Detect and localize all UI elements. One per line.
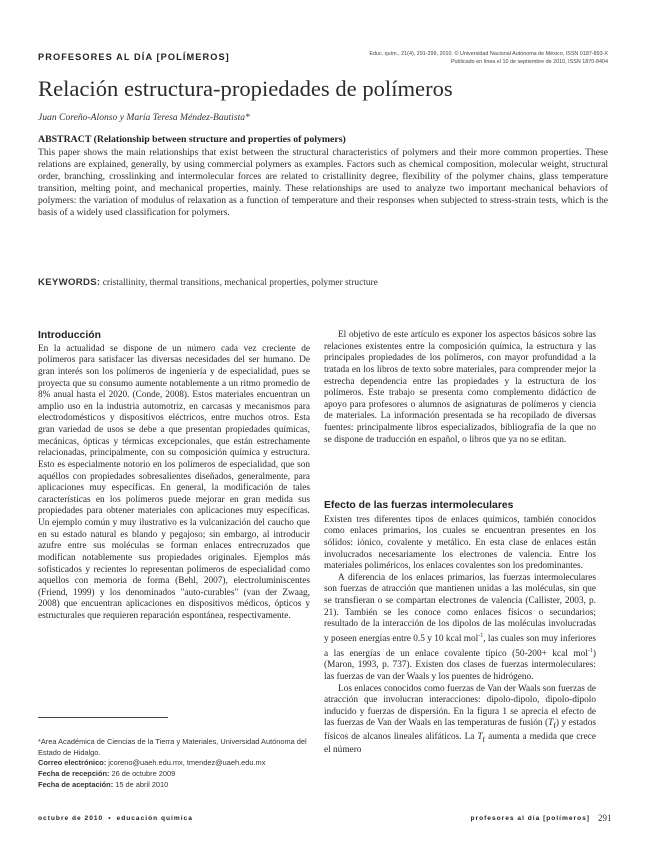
received-label: Fecha de recepción: (38, 769, 110, 779)
fuerzas-p3-c: aumenta a medida que crece el número (324, 731, 596, 756)
journal-citation (300, 50, 608, 67)
footer-journal: educación química (116, 815, 193, 822)
fuerzas-heading: Efecto de las fuerzas intermoleculares (324, 500, 514, 511)
fuerzas-p2-b: , las cuales son muy inferiores a las energías de un enlace covalente típico (50-200+ kcal mol (324, 633, 596, 659)
publication-date: Publicado en línea el 10 de septiembre de 2010, ISSN 1870-8404 (450, 59, 608, 66)
fuerzas-paragraph-1: Existen tres diferentes tipos de enlaces químicos, también conocidos como enlaces primarios, los cuales se encuentran presentes en los sólidos: iónico, covalente y metálico. En esta clase de enlaces están involucrados necesariamente los electrones de valencia. Entre los materiales poliméricos, los enlaces covalentes son los predominantes. (324, 514, 596, 572)
keywords (38, 277, 608, 288)
accepted-label: Fecha de aceptación: (38, 779, 114, 789)
email-label: Correo electrónico: (38, 758, 107, 768)
fuerzas-p3-b: ) y estados físicos de alcanos lineales alifáticos. La (324, 718, 596, 742)
keywords-text: cristallinity, thermal transitions, mechanical properties, polymer structure (100, 278, 378, 288)
fuerzas-section (324, 500, 596, 757)
abstract-heading: ABSTRACT (Relationship between structure and properties of polymers) (38, 134, 346, 145)
introduccion-heading: Introducción (38, 330, 101, 341)
footer-section: profesores al día [polímeros] (470, 815, 590, 822)
exponent-minus-one: -1 (478, 632, 484, 639)
journal-citation-line: Educ. quím., 21(4), 291-299, 2010. © Universidad Nacional Autónoma de México, ISSN 0187-893-X (369, 51, 608, 57)
footer-left (38, 815, 193, 822)
introduccion-paragraph: En la actualidad se dispone de un número cada vez creciente de polímeros para satisfacer las diversas necesidades del ser humano. De gran interés son los polímeros de ingeniería y de especialidad, pues se proyecta que su consumo aumente notablemente a un ritmo promedio de 8% anual hasta el 2020. (Conde, 2008). Estos materiales encuentran un amplio uso en la industria automotriz, en carcasas y mecanismos para electrodomésticos y dispositivos eléctricos, entre muchos otros. Esta gran variedad de usos se debe a que presentan propiedades químicas, mecánicas, ópticas y térmicas excepcionales, que están estrechamente relacionadas, principalmente, con su composición química y estructura. Esto es especialmente notorio en los polímeros de especialidad, que son aquéllos con propiedades sobresalientes diseñados, generalmente, para aplicaciones muy específicas. En general, la modificación de tales características en los polímeros puede mejorar en gran medida sus propiedades para obtener materiales con aplicaciones muy específicas. Un ejemplo común y muy ilustrativo es la vulcanización del caucho que en su estado natural es blando y pegajoso; sin embargo, al introducir azufre entre sus moléculas se forman enlaces entrecruzados que modifican notablemente sus propiedades originales. Ejemplos más sofisticados y recientes lo representan polímeros de especialidad como aquellos con memoria de forma (Behl, 2007), electroluminiscentes (Friend, 1999) y los denominados "auto-curables" (van der Zwaag, 2008) que encuentran aplicaciones en dispositivos médicos, ópticos y estructurales que requieren reparación espontánea, respectivamente. (38, 343, 310, 621)
fuerzas-paragraph-2 (324, 573, 596, 684)
footer-bullet: • (108, 815, 112, 822)
footnote-divider (38, 717, 168, 718)
article-title: Relación estructura-propiedades de polímeros (38, 76, 453, 101)
received-value: 26 de octubre 2009 (109, 769, 176, 779)
introduccion-section (38, 330, 310, 623)
tf-subscript: f (482, 734, 486, 744)
keywords-label: KEYWORDS: (38, 277, 101, 288)
affiliation-note: *Area Académica de Ciencias de la Tierra y Materiales, Universidad Autónoma del Estado de Hidalgo. (38, 737, 307, 757)
accepted-line (38, 780, 318, 791)
received-line (38, 769, 318, 780)
fuerzas-p3-a: Los enlaces conocidos como fuerzas de Van der Waals son fuerzas de atracción que involucran interacciones: dipolo-dipolo, dipolo-dipolo inducido y fuerzas de dispersión. En la figura 1 se aprecia el efecto de las fuerzas de Van der Waals en las temperaturas de fusión ( (324, 683, 596, 729)
email-line (38, 758, 318, 769)
objetivo-section (324, 330, 596, 446)
fuerzas-p2-a: A diferencia de los enlaces primarios, las fuerzas intermoleculares son fuerzas de atracción que mantienen unidas a las moléculas, sin que se transfieran o se compartan electrones de valencia (Callister, 2003, p. 21). También se les conoce como enlaces físicos o secundarios; resultado de la interacción de los dipolos de las moléculas involucradas y poseen energías entre 0.5 y 10 kcal mol (324, 572, 596, 644)
tf-symbol: T (477, 731, 483, 742)
email-value: jcoreno@uaeh.edu.mx, tmendez@uaeh.edu.mx (106, 758, 266, 768)
tf-symbol: T (548, 718, 554, 729)
accepted-value: 15 de abril 2010 (113, 779, 169, 789)
section-tag: PROFESORES AL DÍA [POLÍMEROS] (38, 52, 230, 62)
fuerzas-paragraph-3 (324, 684, 596, 757)
page-number: 291 (598, 813, 612, 823)
fuerzas-p2-c: ) (Maron, 1993, p. 737). Existen dos clases de fuerzas intermoleculares: las fuerzas de van der Waals y los puentes de hidrógeno. (324, 648, 596, 682)
footnotes (38, 737, 318, 791)
tf-subscript: f (553, 721, 556, 731)
objetivo-paragraph: El objetivo de este artículo es exponer los aspectos básicos sobre las relaciones existentes entre la composición química, la estructura y las principales propiedades de los polímeros, con mayor profundidad a la tratada en los libros de texto sobre materiales, para comprender mejor la estrecha dependencia entre las propiedades y la estructura de los polímeros. Este trabajo se presenta como complemento didáctico de apoyo para profesores o alumnos de asignaturas de polímeros y ciencia de materiales. La información presentada se ha recopilado de diversas fuentes: principalmente libros especializados, bibliografía de la que no se dispone de traducción en español, o libros que ya no se editan. (324, 330, 596, 445)
footer-date: octubre de 2010 (38, 815, 104, 822)
exponent-minus-one: -1 (587, 647, 593, 654)
abstract-body: This paper shows the main relationships that exist between the structural characteristics of polymers and their more common properties. These relations are explained, generally, by using commercial polymers as examples. Factors such as chemical composition, molecular weight, structural order, branching, crosslinking and intermolecular forces are related to cristallinity degree, flexibility of the polymer chains, glass temperature transition, melting point, and mechanical properties, mainly. These relationships are used to analyze two important mechanical behaviors of polymers: the variation of modulus of relaxation as a function of temperature and their responses when subjected to stress-strain tests, which is the basis of a widely used classification for polymers. (38, 147, 608, 219)
authors: Juan Coreño-Alonso y María Teresa Méndez-Bautista* (38, 112, 250, 123)
